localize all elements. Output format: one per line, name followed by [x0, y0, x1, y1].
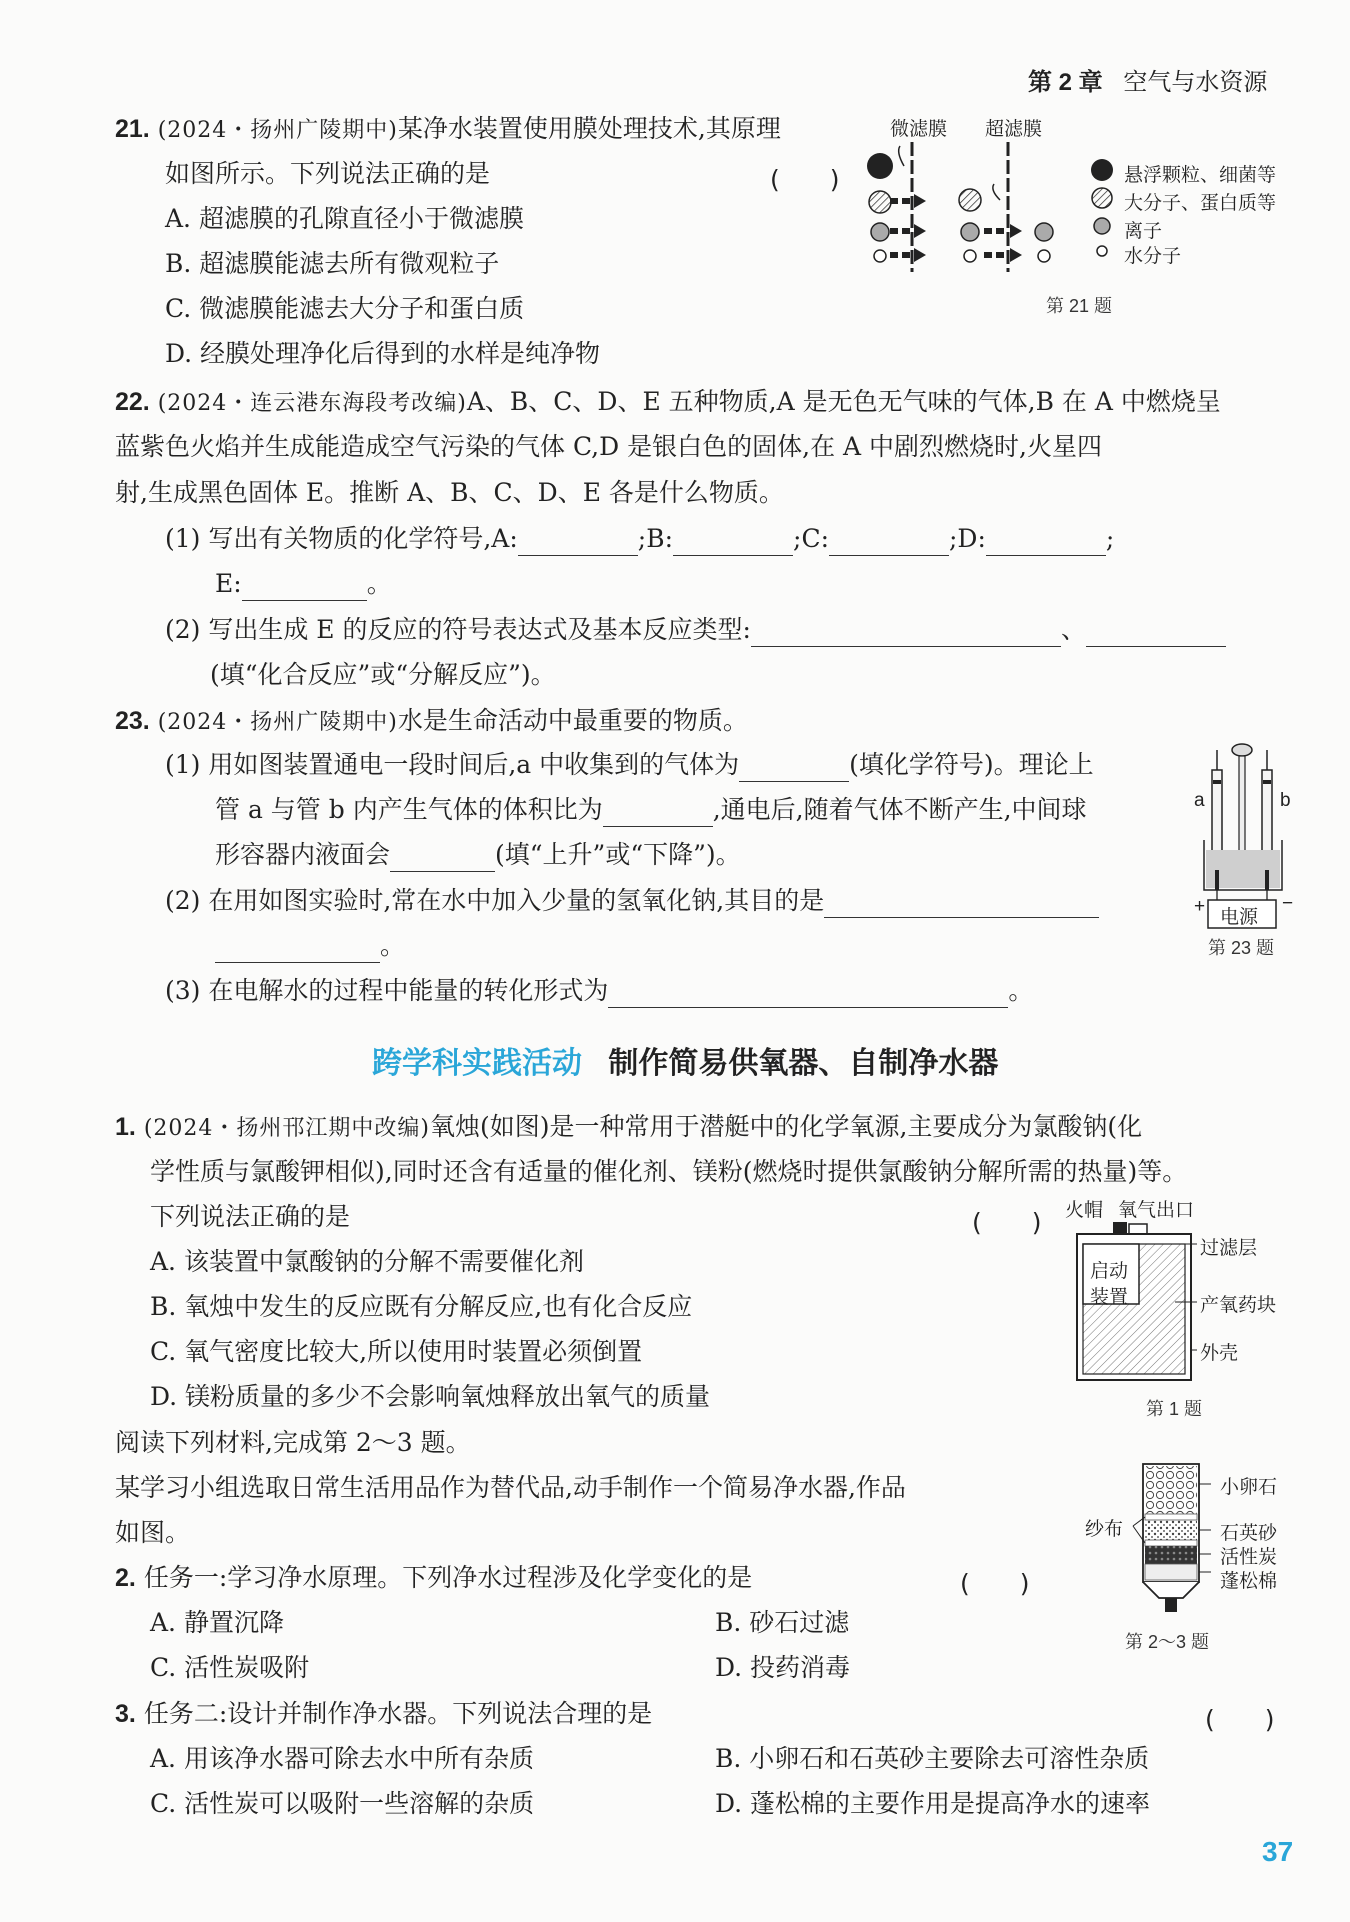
s1-text3: 下列说法正确的是 [150, 1202, 351, 1231]
s2-option-b[interactable]: B. 砂石过滤 [715, 1608, 850, 1637]
q21-figure-caption: 第 21 题 [1046, 296, 1113, 316]
legend-water: 水分子 [1124, 246, 1182, 267]
q23-part2-line2 [215, 929, 405, 963]
section-title [372, 1038, 998, 1082]
q21-source: (2024・扬州广陵期中) [157, 118, 398, 143]
s3-option-d[interactable]: D. 蓬松棉的主要作用是提高净水的速率 [715, 1789, 1151, 1818]
s1-answer-paren[interactable]: ( ) [972, 1208, 1042, 1237]
q23-part3 [165, 974, 1033, 1008]
plus-label: + [1194, 896, 1206, 917]
q23-blank-energy[interactable] [608, 981, 1008, 1008]
q21-answer-paren[interactable]: ( ) [770, 165, 840, 194]
section-title-black: 制作简易供氧器、自制净水器 [608, 1047, 999, 1080]
reading-intro: 阅读下列材料,完成第 2～3 题。 [115, 1428, 471, 1457]
s1-text2: 学性质与氯酸钾相似),同时还含有适量的催化剂、镁粉(燃烧时提供氯酸钠分解所需的热量)等。 [150, 1157, 1188, 1186]
q22-p1-c: ;C: [793, 524, 829, 553]
fig1-filter-label: 过滤层 [1200, 1238, 1258, 1259]
fig1-start1: 启动 [1090, 1261, 1129, 1282]
q23-figure-caption: 第 23 题 [1208, 938, 1275, 958]
s2-stem: 任务一:学习净水原理。下列净水过程涉及化学变化的是 [143, 1563, 753, 1592]
s2-option-c[interactable]: C. 活性炭吸附 [150, 1653, 310, 1682]
q22-p1-label: (1) 写出有关物质的化学符号,A: [165, 524, 518, 553]
fig1-start2: 装置 [1090, 1287, 1129, 1308]
q22-text3: 射,生成黑色固体 E。推断 A、B、C、D、E 各是什么物质。 [115, 478, 784, 507]
s2-figure-caption: 第 2～3 题 [1125, 1632, 1210, 1652]
fig23-carbon-label: 活性炭 [1220, 1547, 1278, 1568]
q22-blank-type[interactable] [1086, 620, 1226, 647]
q23-p1-d: ,通电后,随着气体不断产生,中间球 [712, 795, 1087, 824]
q23-part1-line3 [215, 838, 741, 872]
q23-line1 [115, 704, 748, 740]
q23-part1-line1 [165, 748, 1094, 782]
fig1-shell-label: 外壳 [1200, 1343, 1239, 1364]
s1-source: (2024・扬州邗江期中改编) [143, 1116, 430, 1141]
q21-line1 [115, 112, 781, 148]
q22-part1-e [215, 567, 392, 601]
q21-option-a[interactable]: A. 超滤膜的孔隙直径小于微滤膜 [165, 204, 524, 233]
chapter-label: 第 2 章 [1028, 69, 1103, 96]
s2-option-a[interactable]: A. 静置沉降 [150, 1608, 284, 1637]
chapter-title: 空气与水资源 [1123, 69, 1268, 96]
s3-number: 3. [115, 1700, 136, 1728]
q21-option-b[interactable]: B. 超滤膜能滤去所有微观粒子 [165, 249, 500, 278]
reading-line2: 如图。 [115, 1518, 191, 1547]
q22-p2-hint: (填“化合反应”或“分解反应”)。 [210, 660, 556, 689]
water-filter-diagram [1135, 1460, 1215, 1620]
page-number: 37 [1262, 1836, 1294, 1867]
q21-stem2: 如图所示。下列说法正确的是 [165, 159, 491, 188]
membrane-legend-markers [1090, 158, 1120, 268]
legend-macromolecule: 大分子、蛋白质等 [1124, 193, 1277, 214]
q22-blank-c[interactable] [829, 529, 949, 556]
s3-answer-paren[interactable]: ( ) [1205, 1705, 1275, 1734]
s2-option-d[interactable]: D. 投药消毒 [715, 1653, 851, 1682]
section-title-blue: 跨学科实践活动 [372, 1047, 582, 1080]
fig23-gauze-label: 纱布 [1085, 1519, 1124, 1540]
q22-p2-sep: 、 [1060, 615, 1086, 644]
q22-text2: 蓝紫色火焰并生成能造成空气污染的气体 C,D 是银白色的固体,在 A 中剧烈燃烧时,火星四 [115, 432, 1102, 461]
q22-p2-label: (2) 写出生成 E 的反应的符号表达式及基本反应类型: [165, 615, 751, 644]
q21-number: 21. [115, 115, 150, 143]
q23-p1-c: 管 a 与管 b 内产生气体的体积比为 [215, 795, 603, 824]
fig1-block-label: 产氧药块 [1200, 1295, 1277, 1316]
fig23-pebble-label: 小卵石 [1220, 1477, 1278, 1498]
legend-suspended: 悬浮颗粒、细菌等 [1124, 165, 1277, 186]
q22-text1: A、B、C、D、E 五种物质,A 是无色无气味的气体,B 在 A 中燃烧呈 [466, 387, 1221, 416]
q21-stem1: 某净水装置使用膜处理技术,其原理 [397, 114, 781, 143]
q23-blank-level[interactable] [390, 845, 495, 872]
reading-line1: 某学习小组选取日常生活用品作为替代品,动手制作一个简易净水器,作品 [115, 1473, 906, 1502]
tube-a-label: a [1194, 790, 1205, 811]
power-label: 电源 [1220, 907, 1259, 928]
s3-stem: 任务二:设计并制作净水器。下列说法合理的是 [143, 1699, 653, 1728]
q23-stem: 水是生命活动中最重要的物质。 [397, 706, 748, 735]
q22-p1-e: E: [215, 569, 242, 598]
s3-option-c[interactable]: C. 活性炭可以吸附一些溶解的杂质 [150, 1789, 535, 1818]
q23-blank-gas[interactable] [739, 755, 849, 782]
q21-fig-label-micro: 微滤膜 [890, 119, 948, 140]
s2-number: 2. [115, 1564, 136, 1592]
q22-blank-a[interactable] [518, 529, 638, 556]
q23-p3-a: (3) 在电解水的过程中能量的转化形式为 [165, 976, 609, 1005]
q22-part1 [165, 522, 1114, 556]
q21-option-c[interactable]: C. 微滤膜能滤去大分子和蛋白质 [165, 294, 525, 323]
q22-blank-b[interactable] [673, 529, 793, 556]
tube-b-label: b [1280, 790, 1291, 811]
s1-line1 [115, 1110, 1142, 1146]
legend-ion: 离子 [1124, 221, 1163, 242]
q23-blank-purpose2[interactable] [215, 936, 380, 963]
q23-p1-a: (1) 用如图装置通电一段时间后,a 中收集到的气体为 [165, 750, 740, 779]
q23-p1-f: (填“上升”或“下降”)。 [495, 840, 741, 869]
q23-blank-ratio[interactable] [603, 800, 713, 827]
q23-p2-end: 。 [380, 931, 406, 960]
q21-fig-label-ultra: 超滤膜 [985, 119, 1043, 140]
minus-label: − [1282, 893, 1294, 914]
q23-p3-end: 。 [1008, 976, 1034, 1005]
fig23-cotton-label: 蓬松棉 [1220, 1571, 1278, 1592]
q22-line1 [115, 385, 1221, 421]
s1-text1: 氧烛(如图)是一种常用于潜艇中的化学氧源,主要成分为氯酸钠(化 [429, 1112, 1143, 1141]
q22-number: 22. [115, 388, 150, 416]
s1-option-b[interactable]: B. 氧烛中发生的反应既有分解反应,也有化合反应 [150, 1292, 693, 1321]
q21-option-d[interactable]: D. 经膜处理净化后得到的水样是纯净物 [165, 339, 601, 368]
q23-part2-line1 [165, 884, 1099, 918]
s1-option-a[interactable]: A. 该装置中氯酸钠的分解不需要催化剂 [150, 1247, 584, 1276]
q22-blank-equation[interactable] [751, 620, 1061, 647]
q23-p1-b: (填化学符号)。理论上 [849, 750, 1094, 779]
page-header [1028, 62, 1267, 97]
q23-blank-purpose[interactable] [824, 891, 1099, 918]
q22-p1-e-end: 。 [366, 569, 392, 598]
q23-number: 23. [115, 707, 150, 735]
fig23-sand-label: 石英砂 [1220, 1523, 1278, 1544]
q23-source: (2024・扬州广陵期中) [157, 710, 398, 735]
fig1-cap-label: 火帽 [1065, 1200, 1104, 1221]
q22-part2 [165, 613, 1226, 647]
q23-p2-a: (2) 在用如图实验时,常在水中加入少量的氢氧化钠,其目的是 [165, 886, 825, 915]
q22-p1-d: ;D: [949, 524, 986, 553]
s1-option-d[interactable]: D. 镁粉质量的多少不会影响氧烛释放出氧气的质量 [150, 1382, 711, 1411]
s2-answer-paren[interactable]: ( ) [960, 1569, 1030, 1598]
fig1-outlet-label: 氧气出口 [1118, 1200, 1195, 1221]
s1-number: 1. [115, 1113, 136, 1141]
q23-p1-e: 形容器内液面会 [215, 840, 391, 869]
q22-blank-d[interactable] [986, 529, 1106, 556]
q22-p1-end: ; [1105, 524, 1115, 553]
s2-line [115, 1561, 752, 1595]
s3-option-b[interactable]: B. 小卵石和石英砂主要除去可溶性杂质 [715, 1744, 1150, 1773]
s1-figure-caption: 第 1 题 [1146, 1399, 1203, 1419]
s1-option-c[interactable]: C. 氧气密度比较大,所以使用时装置必须倒置 [150, 1337, 643, 1366]
membrane-diagram [860, 140, 1060, 275]
q22-source: (2024・连云港东海段考改编) [157, 391, 467, 416]
q23-part1-line2 [215, 793, 1087, 827]
s3-line [115, 1697, 652, 1731]
s3-option-a[interactable]: A. 用该净水器可除去水中所有杂质 [150, 1744, 534, 1773]
q22-blank-e[interactable] [242, 574, 367, 601]
q22-p1-b: ;B: [637, 524, 674, 553]
